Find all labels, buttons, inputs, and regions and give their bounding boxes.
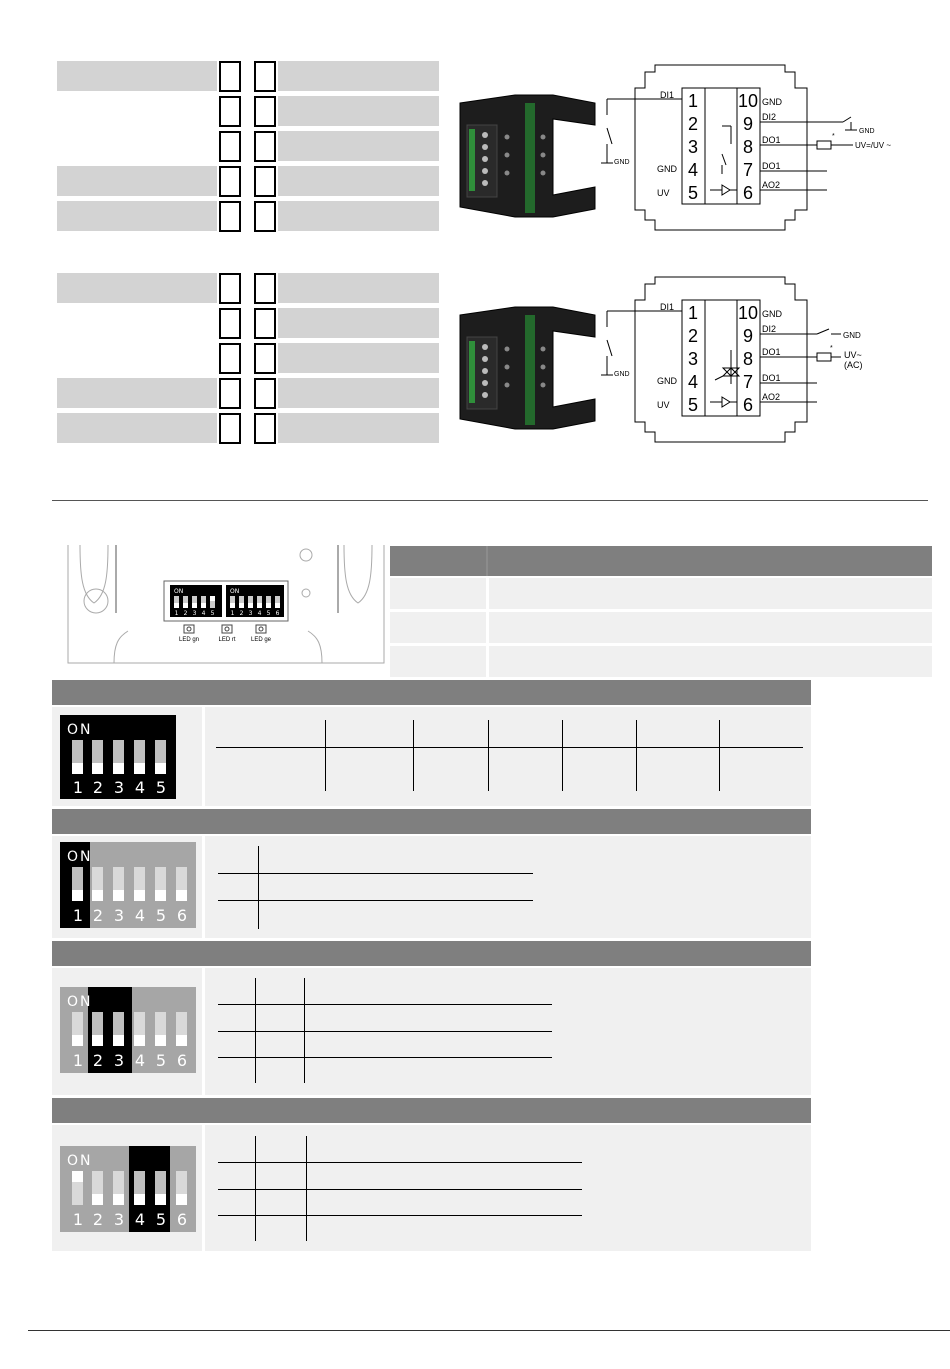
output-voltage-label: UV~ [844,350,862,360]
pin-label: GND [657,376,677,386]
pin-label: AO2 [762,180,781,190]
led-table-column-divider [486,578,489,678]
led-label: LED rt [218,637,236,643]
terminal-box [254,201,276,232]
section-header-1 [52,680,811,705]
terminal-label-bar [57,413,217,443]
terminal-label-bar [278,131,439,161]
dip-number: 6 [275,610,280,617]
pin-number: 7 [742,160,754,180]
section-header-3 [52,941,811,966]
dip-number: 1 [72,1051,84,1070]
pin-number: 8 [742,349,754,369]
terminal-label-bar [57,61,217,91]
pin-number: 2 [687,326,699,346]
terminal-box [254,343,276,374]
terminal-box [219,61,241,92]
terminal-box [254,413,276,444]
terminal-box [254,96,276,127]
ground-label: GND [614,371,630,378]
section-header-2 [52,809,811,834]
wiring-diagram-2 [595,272,895,447]
dip-number: 3 [113,1051,125,1070]
pin-number: 5 [687,395,699,415]
terminal-label-bar [57,378,217,408]
dip-number: 3 [248,610,253,617]
led-table-row [390,612,932,643]
dip-number: 2 [92,1051,104,1070]
dip-number: 4 [257,610,262,617]
dip-number: 6 [176,1051,188,1070]
terminal-box [219,343,241,374]
dip-number: 6 [176,906,188,925]
pin-label: GND [762,309,782,319]
dip-number: 5 [155,778,167,797]
pin-label: UV [657,188,670,198]
terminal-box [254,131,276,162]
pin-number: 4 [687,372,699,392]
dip-number: 1 [72,778,84,797]
dip-number: 5 [266,610,271,617]
terminal-box [219,273,241,304]
terminal-box [219,201,241,232]
terminal-label-bar [278,378,439,408]
terminal-box [219,131,241,162]
terminal-label-bar [57,201,217,231]
dip-number: 4 [134,1210,146,1229]
dip-on-label: ON [67,722,93,738]
dip-on-label: ON [67,1153,93,1169]
dip-switch-6-first-highlighted [60,842,196,928]
terminal-label-bar [278,273,439,303]
pin-label: DO1 [762,373,781,383]
pin-label: DI2 [762,324,777,334]
output-voltage-label: UV=/UV ~ [855,141,892,150]
pin-label: DO1 [762,135,781,145]
device-illustration-1 [455,85,605,225]
terminal-box [219,96,241,127]
pin-number: 9 [742,114,754,134]
led-table-row [390,646,932,677]
pin-label: DI1 [660,90,675,100]
ground-label: GND [614,159,630,166]
section-header-4 [52,1098,811,1123]
led-table-row [390,578,932,609]
terminal-box [254,166,276,197]
dip-on-label: ON [67,849,93,865]
led-table-header-divider [486,546,488,576]
led-label: LED gn [178,637,200,643]
terminal-label-bar [278,413,439,443]
terminal-label-bar [57,273,217,303]
device-illustration-2 [455,297,605,437]
fuse-note: * [832,133,835,140]
dip-switch-6-two-three-highlighted [60,987,196,1073]
pin-number: 10 [737,91,759,111]
dip-number: 4 [134,906,146,925]
pin-number: 1 [687,303,699,323]
terminal-box [219,308,241,339]
dip-number: 1 [72,906,84,925]
terminal-label-bar [278,308,439,338]
fuse-note: * [830,345,833,352]
dip-switch-5 [60,715,176,799]
dip-number: 1 [230,610,235,617]
pin-label: AO2 [762,392,781,402]
terminal-label-bar [278,343,439,373]
output-voltage-label: (AC) [844,360,863,370]
terminal-label-bar [278,61,439,91]
dip-number: 4 [134,1051,146,1070]
pin-number: 3 [687,349,699,369]
terminal-label-bar [278,166,439,196]
terminal-box [219,166,241,197]
dip-number: 6 [176,1210,188,1229]
dip-number: 2 [239,610,244,617]
dip-number: 3 [192,610,197,617]
pin-number: 7 [742,372,754,392]
pin-label: DI2 [762,112,777,122]
terminal-box [254,61,276,92]
device-back-view [62,545,390,665]
terminal-box [219,413,241,444]
dip-number: 5 [210,610,215,617]
dip-switch-6-four-five-highlighted [60,1146,196,1232]
dip-number: 5 [155,906,167,925]
pin-number: 9 [742,326,754,346]
terminal-label-bar [57,166,217,196]
pin-label: DO1 [762,161,781,171]
dip-number: 1 [174,610,179,617]
pin-label: GND [657,164,677,174]
dip-on-label: ON [230,588,240,595]
dip-number: 5 [155,1051,167,1070]
terminal-label-bar [278,96,439,126]
pin-label: GND [762,97,782,107]
pin-number: 6 [742,395,754,415]
dip-number: 3 [113,1210,125,1229]
pin-number: 2 [687,114,699,134]
dip-number: 4 [201,610,206,617]
ground-label: GND [843,331,861,340]
terminal-box [219,378,241,409]
pin-label: DO1 [762,347,781,357]
pin-number: 6 [742,183,754,203]
ground-label: GND [859,128,875,135]
pin-number: 10 [737,303,759,323]
dip-number: 1 [72,1210,84,1229]
dip-number: 2 [92,1210,104,1229]
pin-number: 5 [687,183,699,203]
led-table-header [390,546,932,576]
footer-divider [28,1330,950,1331]
dip-number: 3 [113,906,125,925]
section-divider [52,500,928,501]
terminal-label-bar [278,201,439,231]
terminal-box [254,308,276,339]
terminal-box [254,378,276,409]
dip-number: 4 [134,778,146,797]
pin-number: 3 [687,137,699,157]
pin-number: 8 [742,137,754,157]
pin-label: UV [657,400,670,410]
dip-number: 5 [155,1210,167,1229]
pin-label: DI1 [660,302,675,312]
dip-number: 2 [92,906,104,925]
led-label: LED ge [250,637,272,643]
pin-number: 4 [687,160,699,180]
terminal-box [254,273,276,304]
dip-on-label: ON [174,588,184,595]
dip-number: 2 [92,778,104,797]
pin-number: 1 [687,91,699,111]
dip-number: 2 [183,610,188,617]
dip-on-label: ON [67,994,93,1010]
wiring-diagram-1 [595,60,895,235]
dip-number: 3 [113,778,125,797]
